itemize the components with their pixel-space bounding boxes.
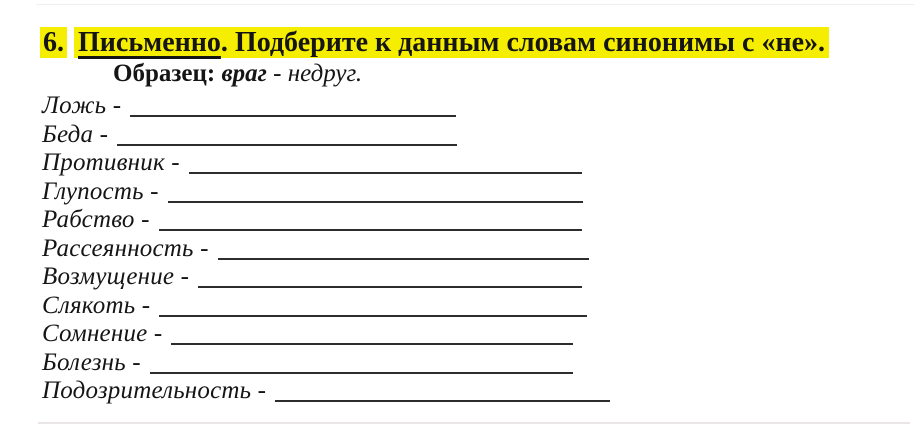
answer-blank-line [130, 115, 456, 117]
exercise-item-row [42, 377, 610, 406]
answer-blank-line [159, 229, 582, 231]
exercise-number: 6. [40, 27, 67, 58]
answer-blank-line [159, 315, 587, 317]
top-divider-line [36, 4, 914, 5]
exercise-item-row [42, 92, 456, 121]
item-word: Подозрительность - [42, 377, 267, 405]
exercise-item-row [42, 121, 457, 150]
answer-blank-line [168, 201, 583, 203]
answer-blank-line [117, 144, 457, 146]
item-word: Возмущение - [42, 263, 190, 291]
item-word: Болезнь - [42, 348, 141, 376]
answer-blank-line [150, 372, 573, 374]
answer-blank-line [275, 400, 610, 402]
instruction-keyword-underlined: Письменно [78, 27, 221, 58]
item-word: Глупость - [42, 177, 159, 205]
exercise-instruction [74, 27, 829, 58]
example-dash: - [273, 60, 282, 87]
bottom-divider-line [38, 422, 910, 424]
exercise-item-row [42, 263, 582, 292]
exercise-item-row [42, 149, 582, 178]
item-word: Ложь - [42, 92, 122, 119]
example-answer: недруг. [287, 60, 363, 87]
answer-blank-line [198, 286, 582, 288]
exercise-item-row [42, 178, 583, 207]
exercise-item-row [42, 235, 589, 264]
exercise-item-row [42, 206, 582, 235]
answer-blank-line [218, 258, 589, 260]
item-word: Противник - [42, 149, 180, 177]
exercise-item-row [42, 292, 587, 321]
exercise-item-row [42, 349, 573, 378]
exercise-item-list [42, 92, 610, 406]
example-line [113, 58, 362, 89]
exercise-item-row [42, 320, 573, 349]
example-label: Образец: [113, 60, 216, 87]
item-word: Сомнение - [42, 320, 163, 348]
instruction-rest: . Подберите к данным словам синонимы с «не». [220, 27, 826, 58]
answer-blank-line [189, 172, 582, 174]
answer-blank-line [171, 343, 573, 345]
item-word: Рассеянность - [42, 234, 209, 262]
item-word: Слякоть - [42, 291, 151, 319]
item-word: Рабство - [42, 206, 150, 234]
example-source-word: враг [221, 60, 267, 87]
exercise-title [40, 26, 829, 59]
item-word: Беда - [42, 120, 109, 148]
